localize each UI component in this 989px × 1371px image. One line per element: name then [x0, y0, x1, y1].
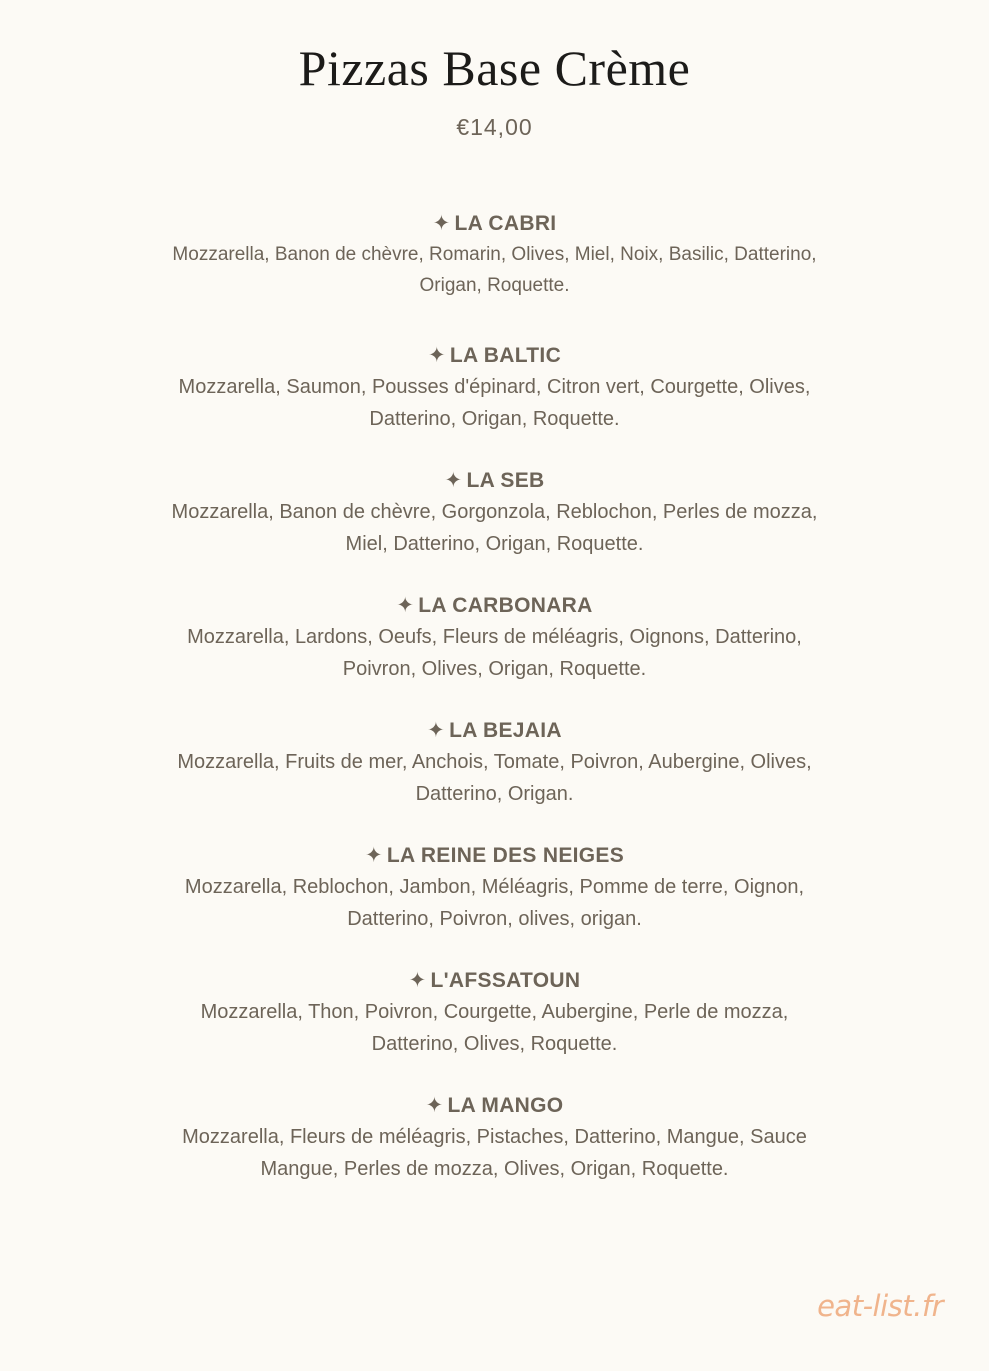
item-name-text: LA REINE DES NEIGES	[386, 844, 625, 867]
watermark: eat-list.fr	[817, 1289, 943, 1323]
page-title: Pizzas Base Crème	[298, 40, 691, 96]
menu-list	[150, 209, 839, 1216]
item-description: Mozzarella, Fruits de mer, Anchois, Tomate, Poivron, Aubergine, Olives, Datterino, Origan.	[177, 751, 812, 805]
star-icon: ✦	[432, 212, 451, 235]
item-description: Mozzarella, Lardons, Oeufs, Fleurs de méléagris, Oignons, Datterino, Poivron, Olives, Origan, Roquette.	[187, 626, 802, 680]
star-icon: ✦	[408, 969, 427, 992]
item-name	[150, 209, 839, 239]
star-icon: ✦	[364, 844, 383, 867]
item-name	[150, 466, 839, 496]
menu-item	[150, 841, 839, 935]
item-name	[150, 341, 839, 371]
item-name-text: LA BEJAIA	[449, 719, 562, 742]
item-description: Mozzarella, Banon de chèvre, Romarin, Olives, Miel, Noix, Basilic, Datterino, Origan, Roquette.	[172, 244, 817, 296]
item-name-text: LA SEB	[466, 469, 545, 492]
item-name-text: L'AFSSATOUN	[430, 969, 581, 992]
item-name-text: LA CARBONARA	[418, 594, 593, 617]
item-description: Mozzarella, Reblochon, Jambon, Méléagris, Pomme de terre, Oignon, Datterino, Poivron, olives, origan.	[184, 876, 805, 930]
item-name	[150, 1091, 839, 1121]
item-description: Mozzarella, Banon de chèvre, Gorgonzola, Reblochon, Perles de mozza, Miel, Datterino, Origan, Roquette.	[171, 501, 818, 555]
item-description: Mozzarella, Saumon, Pousses d'épinard, Citron vert, Courgette, Olives, Datterino, Origan, Roquette.	[178, 376, 811, 430]
star-icon: ✦	[444, 469, 463, 492]
item-name	[150, 841, 839, 871]
item-name-text: LA MANGO	[447, 1094, 564, 1117]
item-name	[150, 716, 839, 746]
star-icon: ✦	[427, 719, 446, 742]
menu-item	[150, 466, 839, 560]
menu-item	[150, 341, 839, 435]
star-icon: ✦	[425, 1094, 444, 1117]
item-description: Mozzarella, Fleurs de méléagris, Pistaches, Datterino, Mangue, Sauce Mangue, Perles de mozza, Olives, Origan, Roquette.	[182, 1126, 807, 1180]
item-description: Mozzarella, Thon, Poivron, Courgette, Aubergine, Perle de mozza, Datterino, Olives, Roquette.	[200, 1001, 789, 1055]
menu-item	[150, 209, 839, 301]
menu-item	[150, 1091, 839, 1185]
item-name	[150, 966, 839, 996]
item-name	[150, 591, 839, 621]
star-icon: ✦	[396, 594, 415, 617]
menu-item	[150, 716, 839, 810]
menu-item	[150, 591, 839, 685]
item-name-text: LA CABRI	[454, 212, 557, 235]
menu-item	[150, 966, 839, 1060]
star-icon: ✦	[427, 344, 446, 367]
item-name-text: LA BALTIC	[449, 344, 562, 367]
price-label: €14,00	[456, 114, 533, 140]
